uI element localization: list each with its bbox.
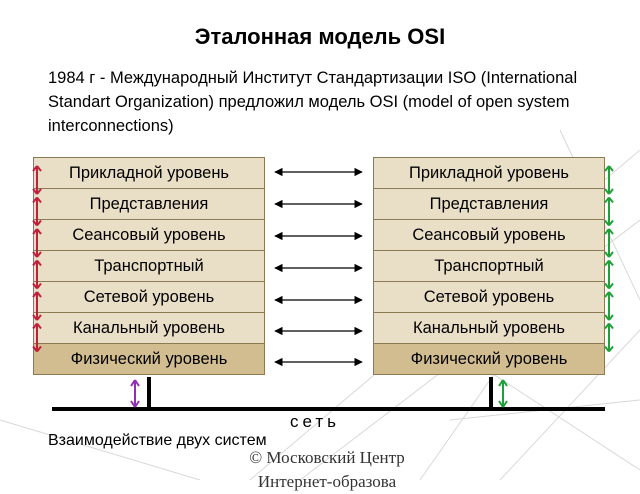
description-text: 1984 г - Международный Институт Стандартизации ISO (International Standart Organization) предложил модель OSI (model of open system interconnections)	[48, 69, 578, 135]
right-layer-session: Сеансовый уровень	[373, 220, 605, 251]
left-layer-presentation: Представления	[33, 189, 265, 220]
right-vertical-arrow	[605, 229, 613, 257]
right-vertical-arrow	[605, 292, 613, 320]
left-vertical-arrow	[33, 324, 41, 352]
right-layer-physical: Физический уровень	[373, 344, 605, 375]
right-layer-presentation: Представления	[373, 189, 605, 220]
left-layer-application: Прикладной уровень	[33, 157, 265, 189]
right-vertical-arrow	[605, 261, 613, 289]
network-label: сеть	[290, 412, 341, 431]
left-vertical-arrow	[33, 198, 41, 226]
left-layer-network: Сетевой уровень	[33, 282, 265, 313]
left-layer-physical: Физический уровень	[33, 344, 265, 375]
right-layer-application: Прикладной уровень	[373, 157, 605, 189]
right-vertical-arrow	[605, 324, 613, 352]
right-vertical-arrow	[605, 198, 613, 226]
left-layer-datalink: Канальный уровень	[33, 313, 265, 344]
right-layer-datalink: Канальный уровень	[373, 313, 605, 344]
right-layer-network: Сетевой уровень	[373, 282, 605, 313]
caption-text: Взаимодействие двух систем	[48, 432, 267, 449]
right-layer-transport: Транспортный	[373, 251, 605, 282]
left-vertical-arrow	[33, 166, 41, 194]
copyright-text	[222, 446, 432, 494]
left-layer-transport: Транспортный	[33, 251, 265, 282]
left-layer-session: Сеансовый уровень	[33, 220, 265, 251]
right-vertical-arrow	[605, 166, 613, 194]
left-vertical-arrow	[33, 261, 41, 289]
left-vertical-arrow	[33, 292, 41, 320]
copyright-line-1: © Московский Центр	[249, 448, 405, 467]
page-title: Эталонная модель OSI	[194, 24, 446, 49]
left-vertical-arrow	[33, 229, 41, 257]
copyright-line-2: Интернет-образова	[257, 472, 397, 491]
